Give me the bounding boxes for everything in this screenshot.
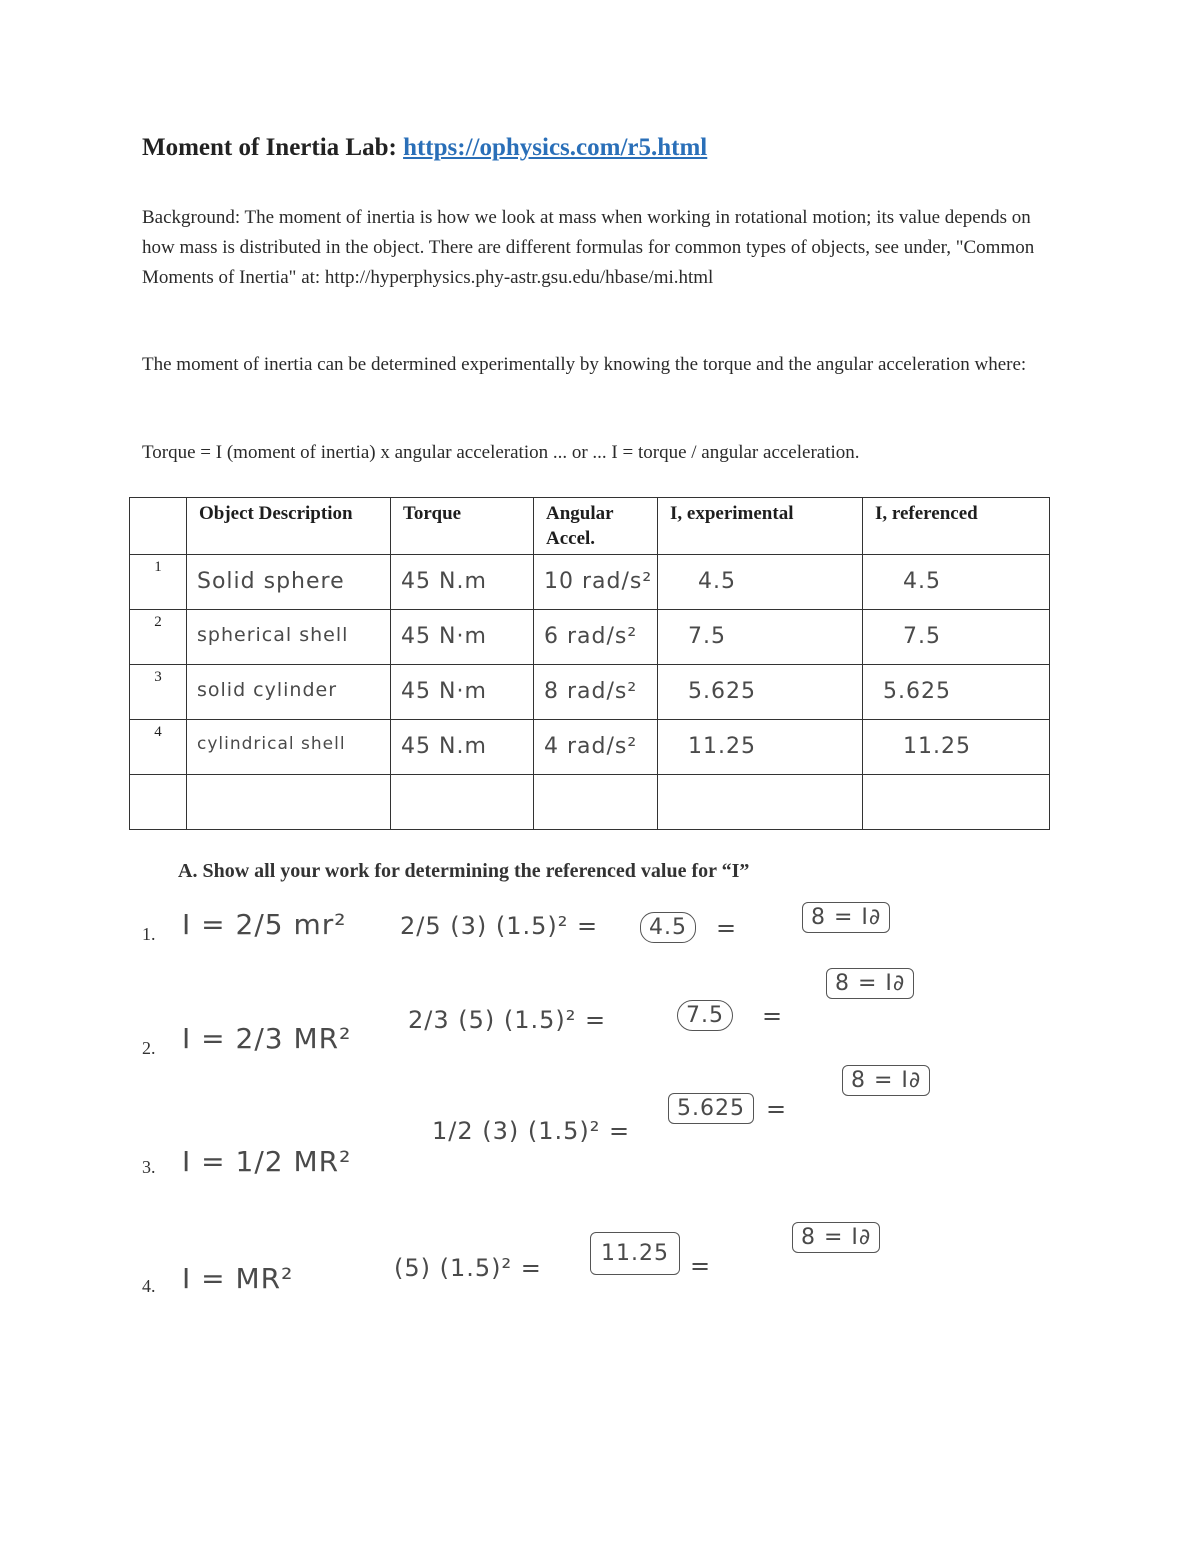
header-torque: Torque <box>391 498 534 555</box>
torque-cell[interactable] <box>391 775 534 830</box>
work-item <box>142 1225 1042 1322</box>
i-exp-cell[interactable] <box>658 665 863 720</box>
work-number: 2. <box>142 1038 156 1058</box>
row-number-cell <box>130 610 187 665</box>
i-exp-value: 11.25 <box>688 734 756 759</box>
work-formula: I = 2/5 mr² <box>182 908 347 941</box>
object-cell[interactable] <box>187 610 391 665</box>
work-tail: = <box>690 1252 712 1280</box>
header-num <box>130 498 187 555</box>
title-text: Moment of Inertia Lab: <box>142 134 397 161</box>
object-value: spherical shell <box>197 624 349 646</box>
work-units-box: 8 = I∂ <box>792 1222 880 1253</box>
work-heading: A. Show all your work for determining the referenced value for “I” <box>178 860 750 882</box>
i-exp-value: 4.5 <box>698 569 736 594</box>
i-exp-cell[interactable] <box>658 775 863 830</box>
formula-paragraph: Torque = I (moment of inertia) x angular acceleration ... or ... I = torque / angular acceleration. <box>142 442 860 463</box>
header-accel: Angular Accel. <box>534 498 658 555</box>
table-header-row <box>130 498 1050 555</box>
object-cell[interactable] <box>187 665 391 720</box>
torque-cell[interactable] <box>391 665 534 720</box>
work-calc: 2/3 (5) (1.5)² = <box>408 1006 607 1034</box>
i-ref-cell[interactable] <box>863 610 1050 665</box>
work-calc: (5) (1.5)² = <box>394 1254 542 1282</box>
object-value: cylindrical shell <box>197 734 346 754</box>
work-units-box: 8 = I∂ <box>842 1065 930 1096</box>
ophysics-link[interactable]: https://ophysics.com/r5.html <box>403 134 708 161</box>
table-row <box>130 610 1050 665</box>
accel-cell[interactable] <box>534 665 658 720</box>
work-units-box: 8 = I∂ <box>802 902 890 933</box>
row-number-cell <box>130 555 187 610</box>
work-tail: = <box>766 1095 788 1123</box>
row-number-cell <box>130 775 187 830</box>
i-exp-value: 5.625 <box>688 679 756 704</box>
row-number: 1 <box>154 559 162 575</box>
work-formula: I = MR² <box>182 1262 294 1295</box>
accel-cell[interactable] <box>534 555 658 610</box>
torque-value: 45 N.m <box>401 569 487 594</box>
work-formula: I = 2/3 MR² <box>182 1022 352 1055</box>
i-ref-value: 4.5 <box>903 569 941 594</box>
i-ref-cell[interactable] <box>863 665 1050 720</box>
table-row <box>130 665 1050 720</box>
work-tail: = <box>762 1002 784 1030</box>
row-number-cell <box>130 665 187 720</box>
i-ref-value: 5.625 <box>883 679 951 704</box>
torque-value: 45 N·m <box>401 679 487 704</box>
torque-cell[interactable] <box>391 555 534 610</box>
i-ref-cell[interactable] <box>863 775 1050 830</box>
table-row <box>130 720 1050 775</box>
object-value: Solid sphere <box>197 569 345 594</box>
page-title <box>142 134 707 162</box>
object-cell[interactable] <box>187 775 391 830</box>
accel-value: 6 rad/s² <box>544 624 638 649</box>
work-result: 4.5 <box>640 912 696 943</box>
accel-cell[interactable] <box>534 720 658 775</box>
work-tail: = <box>716 914 738 942</box>
torque-value: 45 N·m <box>401 624 487 649</box>
work-formula: I = 1/2 MR² <box>182 1145 352 1178</box>
work-number: 3. <box>142 1157 156 1177</box>
torque-cell[interactable] <box>391 610 534 665</box>
row-number: 3 <box>154 669 162 685</box>
table-row <box>130 555 1050 610</box>
work-item <box>142 905 1042 968</box>
background-paragraph: Background: The moment of inertia is how we look at mass when working in rotational motion; its value depends on how mass is distributed in the object. There are different formulas for common types of objects, see under, "Common Moments of Inertia" at: http://hyperphysics.phy-astr.gsu.edu/hbase/mi.html <box>142 207 1035 288</box>
i-ref-cell[interactable] <box>863 555 1050 610</box>
data-table <box>129 497 1050 830</box>
work-result: 7.5 <box>677 1000 733 1031</box>
i-ref-cell[interactable] <box>863 720 1050 775</box>
i-ref-value: 11.25 <box>903 734 971 759</box>
i-exp-cell[interactable] <box>658 720 863 775</box>
work-number: 4. <box>142 1276 156 1296</box>
accel-value: 10 rad/s² <box>544 569 653 594</box>
row-number-cell <box>130 720 187 775</box>
i-exp-cell[interactable] <box>658 555 863 610</box>
accel-value: 4 rad/s² <box>544 734 638 759</box>
i-ref-value: 7.5 <box>903 624 941 649</box>
torque-value: 45 N.m <box>401 734 487 759</box>
row-number: 2 <box>154 614 162 630</box>
object-cell[interactable] <box>187 555 391 610</box>
work-item <box>142 1068 1042 1205</box>
work-result: 11.25 <box>590 1232 680 1275</box>
i-exp-cell[interactable] <box>658 610 863 665</box>
object-value: solid cylinder <box>197 679 338 701</box>
work-number: 1. <box>142 924 156 944</box>
work-calc: 2/5 (3) (1.5)² = <box>400 912 599 940</box>
work-units-box: 8 = I∂ <box>826 968 914 999</box>
row-number <box>130 775 186 779</box>
header-object: Object Description <box>187 498 391 555</box>
header-i-ref: I, referenced <box>863 498 1050 555</box>
i-exp-value: 7.5 <box>688 624 726 649</box>
torque-cell[interactable] <box>391 720 534 775</box>
work-calc: 1/2 (3) (1.5)² = <box>432 1117 631 1145</box>
table-row <box>130 775 1050 830</box>
object-cell[interactable] <box>187 720 391 775</box>
header-i-exp: I, experimental <box>658 498 863 555</box>
accel-cell[interactable] <box>534 775 658 830</box>
experimental-paragraph: The moment of inertia can be determined experimentally by knowing the torque and the angular acceleration where: <box>142 354 1027 375</box>
accel-value: 8 rad/s² <box>544 679 638 704</box>
row-number: 4 <box>154 724 162 740</box>
accel-cell[interactable] <box>534 610 658 665</box>
work-result: 5.625 <box>668 1093 754 1124</box>
